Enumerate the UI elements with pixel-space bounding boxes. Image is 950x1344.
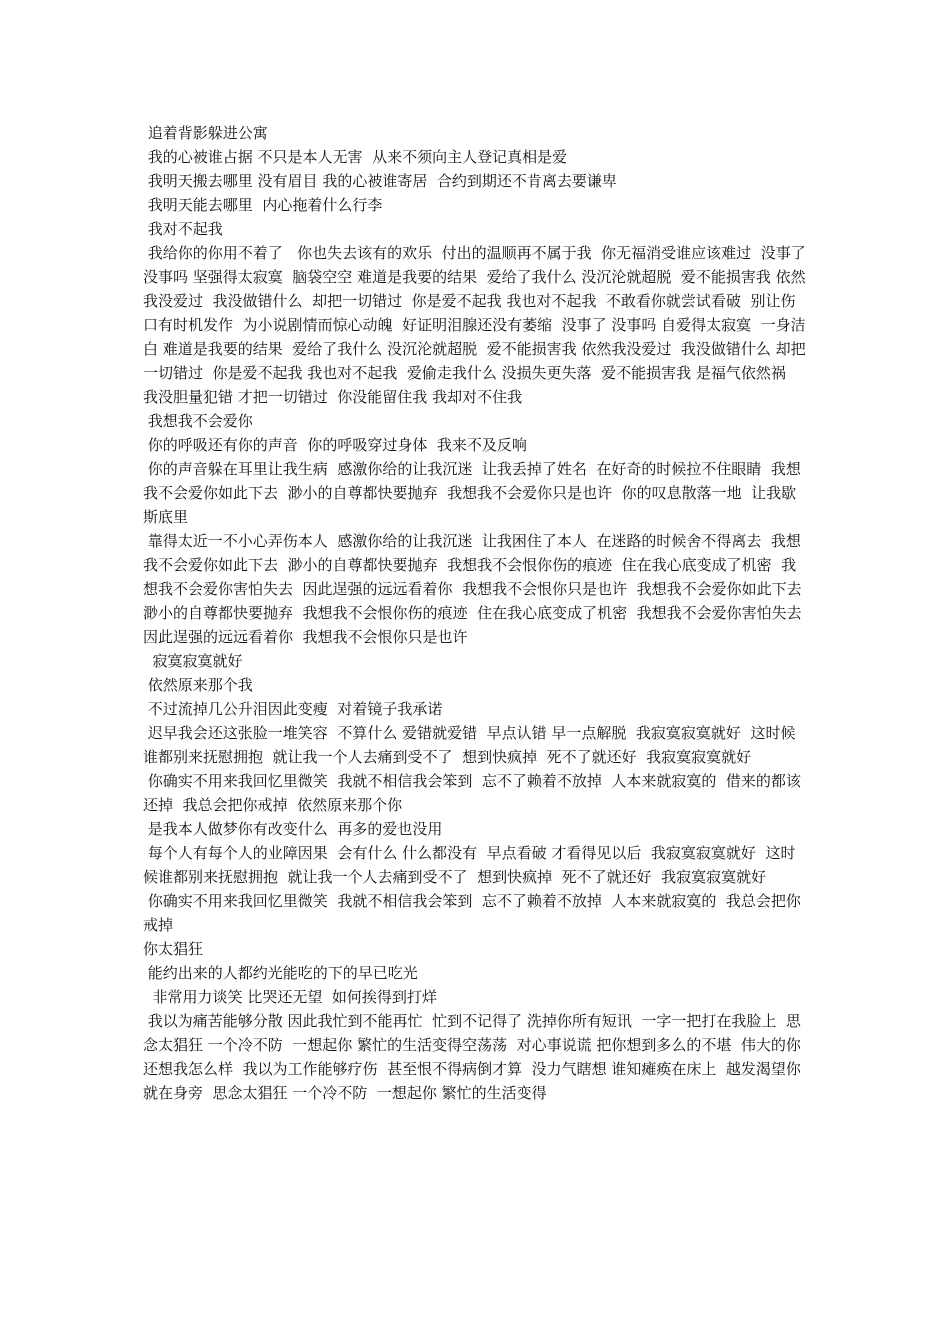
text-line-21: 非常用力谈笑 比哭还无望 如何挨得到打烊 (143, 988, 437, 1006)
text-paragraph-14: 迟早我会还这张脸一堆笑容 不算什么 爱错就爱错 早点认错 早一点解脱 我寂寞寂寞就好 这时候谁都别来抚慰拥抱 就让我一个人去痛到受不了 想到快疯掉 死不了就还好 我寂寞寂寞就好 (143, 724, 796, 766)
text-paragraph-9: 你的声音躲在耳里让我生病 感激你给的让我沉迷 让我丢掉了姓名 在好奇的时候拉不住眼睛 我想我不会爱你如此下去 渺小的自尊都快要抛弃 我想我不会爱你只是也许 你的叹息散落一地 让我歇斯底里 (143, 460, 801, 526)
document-body (143, 121, 810, 1105)
text-paragraph-18: 你确实不用来我回忆里微笑 我就不相信我会笨到 忘不了赖着不放掉 人本来就寂寞的 我总会把你戒掉 (143, 892, 801, 934)
text-paragraph-10: 靠得太近一不小心弄伤本人 感激你给的让我沉迷 让我困住了本人 在迷路的时候舍不得离去 我想我不会爱你如此下去 渺小的自尊都快要抛弃 我想我不会恨你伤的痕迹 住在我心底变成了机密 我想我不会爱你害怕失去 因此逞强的远远看着你 我想我不会恨你只是也许 我想我不会爱你如此下去 渺小的自尊都快要抛弃 我想我不会恨你伤的痕迹 住在我心底变成了机密 我想我不会爱你害怕失去 因此逞强的远远看着你 我想我不会恨你只是也许 (143, 532, 812, 646)
text-line-19: 你太猖狂 (143, 940, 204, 958)
text-line-8: 你的呼吸还有你的声音 你的呼吸穿过身体 我来不及反响 (143, 436, 527, 454)
text-line-16: 是我本人做梦你有改变什么 再多的爱也没用 (143, 820, 443, 838)
text-line-7: 我想我不会爱你 (143, 412, 253, 430)
text-line-20: 能约出来的人都约光能吃的下的早已吃光 (143, 964, 418, 982)
text-paragraph-6: 我给你的你用不着了 你也失去该有的欢乐 付出的温顺再不属于我 你无福消受谁应该难过 没事了 没事吗 坚强得太寂寞 脑袋空空 难道是我要的结果 爱给了我什么 没沉沦就超脱 爱不能损害我 依然我没爱过 我没做错什么 却把一切错过 你是爱不起我 我也对不起我 不敢看你就尝试看破 别让伤口有时机发作 为小说剧情而惊心动魄 好证明泪腺还没有萎缩 没事了 没事吗 自爱得太寂寞 一身洁白 难道是我要的结果 爱给了我什么 没沉沦就超脱 爱不能损害我 依然我没爱过 我没做错什么 却把一切错过 你是爱不起我 我也对不起我 爱偷走我什么 没损失更失落 爱不能损害我 是福气依然祸 我没胆量犯错 才把一切错过 你没能留住我 我却对不住我 (143, 244, 811, 406)
text-line-3: 我明天搬去哪里 没有眉目 我的心被谁寄居 合约到期还不肯离去要谦卑 (143, 172, 617, 190)
text-line-1: 追着背影躲进公寓 (143, 124, 268, 142)
text-line-13: 不过流掉几公升泪因此变瘦 对着镜子我承诺 (143, 700, 443, 718)
text-line-12: 依然原来那个我 (143, 676, 253, 694)
text-line-5: 我对不起我 (143, 220, 223, 238)
text-paragraph-17: 每个人有每个人的业障因果 会有什么 什么都没有 早点看破 才看得见以后 我寂寞寂寞就好 这时候谁都别来抚慰拥抱 就让我一个人去痛到受不了 想到快疯掉 死不了就还好 我寂寞寂寞就好 (143, 844, 796, 886)
text-paragraph-22: 我以为痛苦能够分散 因此我忙到不能再忙 忙到不记得了 洗掉你所有短讯 一字一把打在我脸上 思念太猖狂 一个冷不防 一想起你 繁忙的生活变得空荡荡 对心事说谎 把你想到多么的不堪 伟大的你 还想我怎么样 我以为工作能够疗伤 甚至恨不得病倒才算 没力气瞎想 谁知瘫痪在床上 越发渴望你就在身旁 思念太猖狂 一个冷不防 一想起你 繁忙的生活变得 (143, 1012, 806, 1102)
text-line-4: 我明天能去哪里 内心拖着什么行李 (143, 196, 383, 214)
text-line-11: 寂寞寂寞就好 (143, 652, 243, 670)
text-line-2: 我的心被谁占据 不只是本人无害 从来不须向主人登记真相是爱 (143, 148, 568, 166)
text-paragraph-15: 你确实不用来我回忆里微笑 我就不相信我会笨到 忘不了赖着不放掉 人本来就寂寞的 借来的都该还掉 我总会把你戒掉 依然原来那个你 (143, 772, 801, 814)
